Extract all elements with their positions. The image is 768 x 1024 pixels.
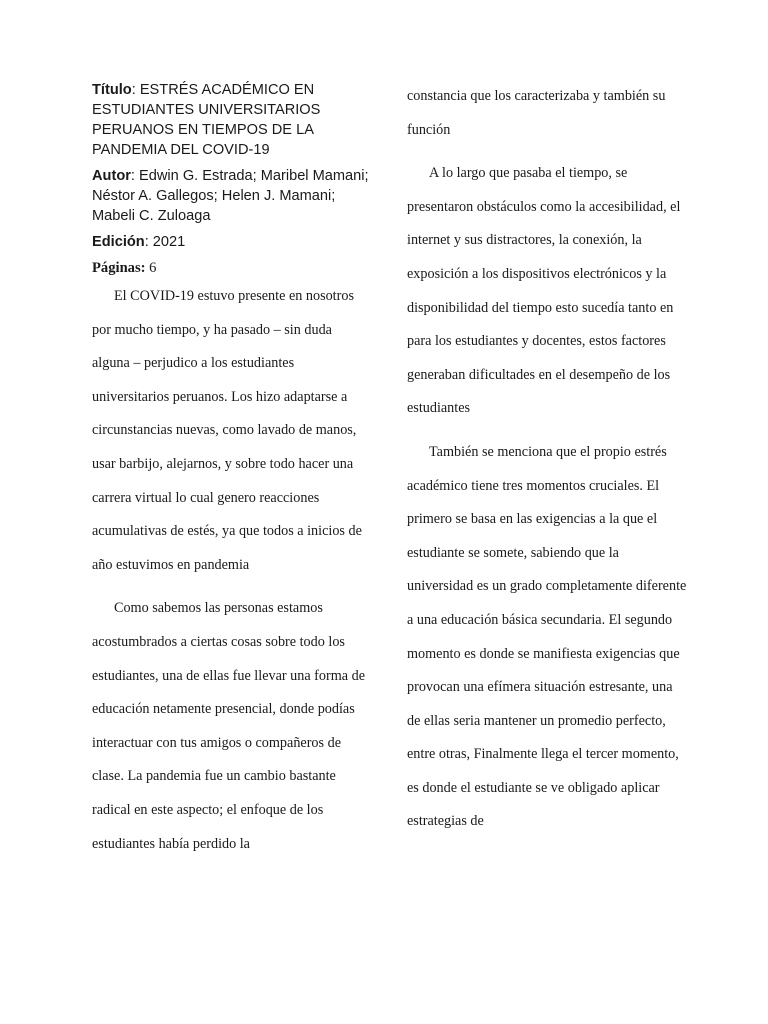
paragraph-3: A lo largo que pasaba el tiempo, se presentaron obstáculos como la accesibilidad, el internet y sus distractores, la conexión, la exposición a los dispositivos electrónicos y la disponibilidad del tiempo esto sucedía tanto en para los estudiantes y docentes, estos factores generaban dificultades en el desempeño de los estudiantes	[407, 165, 681, 417]
right-column	[407, 80, 687, 839]
author-value: : Edwin G. Estrada; Maribel Mamani; Néstor A. Gallegos; Helen J. Mamani; Mabeli C. Zuloaga	[92, 168, 369, 224]
paragraph-2-continued: constancia que los caracterizaba y también su función	[407, 88, 666, 138]
paragraph-1: El COVID-19 estuvo presente en nosotros por mucho tiempo, y ha pasado – sin duda alguna – perjudico a los estudiantes universitarios peruanos. Los hizo adaptarse a circunstancias nuevas, como lavado de manos, usar barbijo, alejarnos, y sobre todo hacer una carrera virtual lo cual genero reacciones acumulativas de estés, ya que todos a inicios de año estuvimos en pandemia	[92, 288, 362, 573]
pages-value: 6	[145, 260, 157, 276]
meta-edition	[92, 232, 370, 252]
meta-title	[92, 80, 370, 160]
meta-pages	[92, 258, 370, 278]
paragraph-2: Como sabemos las personas estamos acostumbrados a ciertas cosas sobre todo los estudiantes, una de ellas fue llevar una forma de educación netamente presencial, donde podías interactuar con tus amigos o compañeros de clase. La pandemia fue un cambio bastante radical en este aspecto; el enfoque de los estudiantes había perdido la	[92, 600, 365, 852]
author-label: Autor	[92, 168, 131, 184]
left-column	[92, 80, 370, 861]
edition-value: : 2021	[144, 234, 186, 250]
title-value: : ESTRÉS ACADÉMICO EN ESTUDIANTES UNIVERSITARIOS PERUANOS EN TIEMPOS DE LA PANDEMIA DEL COVID-19	[92, 82, 321, 158]
title-label: Título	[92, 82, 132, 98]
meta-author	[92, 166, 370, 226]
paragraph-4: También se menciona que el propio estrés académico tiene tres momentos cruciales. El primero se basa en las exigencias a la que el estudiante se somete, sabiendo que la universidad es un grado completamente diferente a una educación básica secundaria. El segundo momento es donde se manifiesta exigencias que provocan una efímera situación estresante, una de ellas seria mantener un promedio perfecto, entre otras, Finalmente llega el tercer momento, es donde el estudiante se ve obligado aplicar estrategias de	[407, 443, 687, 830]
pages-label: Páginas:	[92, 260, 146, 276]
edition-label: Edición	[92, 234, 145, 250]
